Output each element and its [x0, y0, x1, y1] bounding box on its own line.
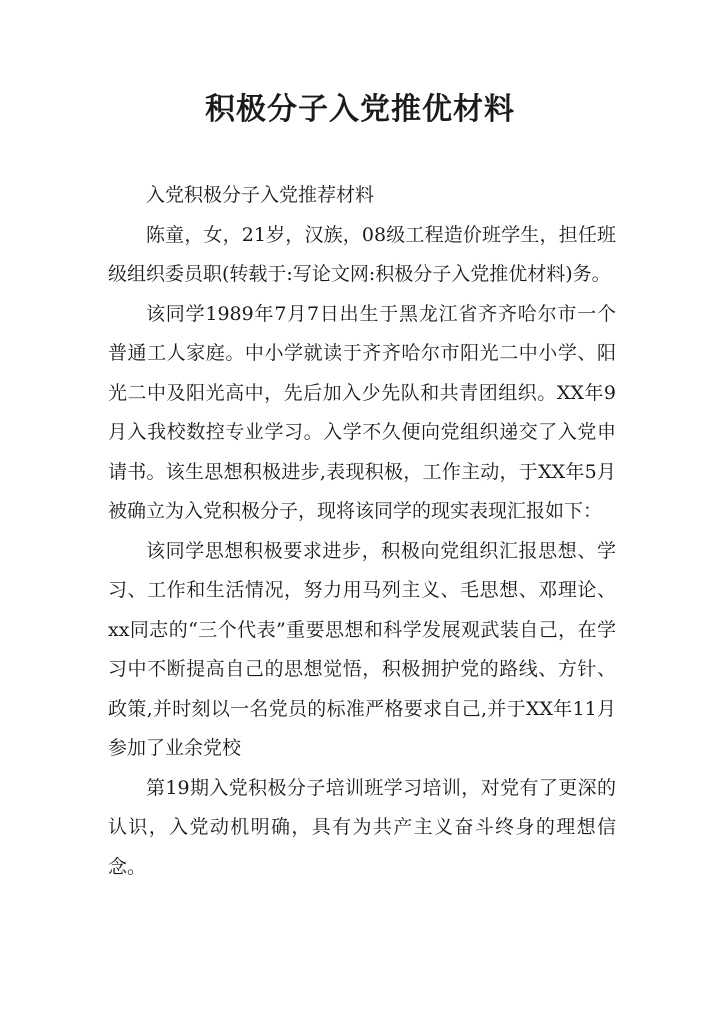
paragraph-background: 该同学1989年7月7日出生于黑龙江省齐齐哈尔市一个普通工人家庭。中小学就读于齐齐哈尔市阳光二中小学、阳光二中及阳光高中，先后加入少先队和共青团组织。XX年9月入我校数控专业学习。入学不久便向党组织递交了入党申请书。该生思想积极进步,表现积极，工作主动，于XX年5月被确立为入党积极分子，现将该同学的现实表现汇报如下： — [108, 302, 616, 522]
document-title: 积极分子入党推优材料 — [205, 92, 515, 127]
paragraph-intro: 陈童，女，21岁，汉族，08级工程造价班学生，担任班级组织委员职(转载于:写论文网:积极分子入党推优材料)务。 — [108, 223, 616, 285]
paragraph-performance: 该同学思想积极要求进步，积极向党组织汇报思想、学习、工作和生活情况，努力用马列主义、毛思想、邓理论、xx同志的“三个代表”重要思想和科学发展观武装自己，在学习中不断提高自己的思想觉悟，积极拥护党的路线、方针、政策,并时刻以一名党员的标准严格要求自己,并于XX年11月参加了业余党校 — [108, 539, 616, 759]
paragraph-training: 第19期入党积极分子培训班学习培训，对党有了更深的认识，入党动机明确，具有为共产主义奋斗终身的理想信念。 — [108, 776, 616, 878]
paragraph-heading: 入党积极分子入党推荐材料 — [146, 184, 375, 206]
document-body — [108, 176, 616, 887]
